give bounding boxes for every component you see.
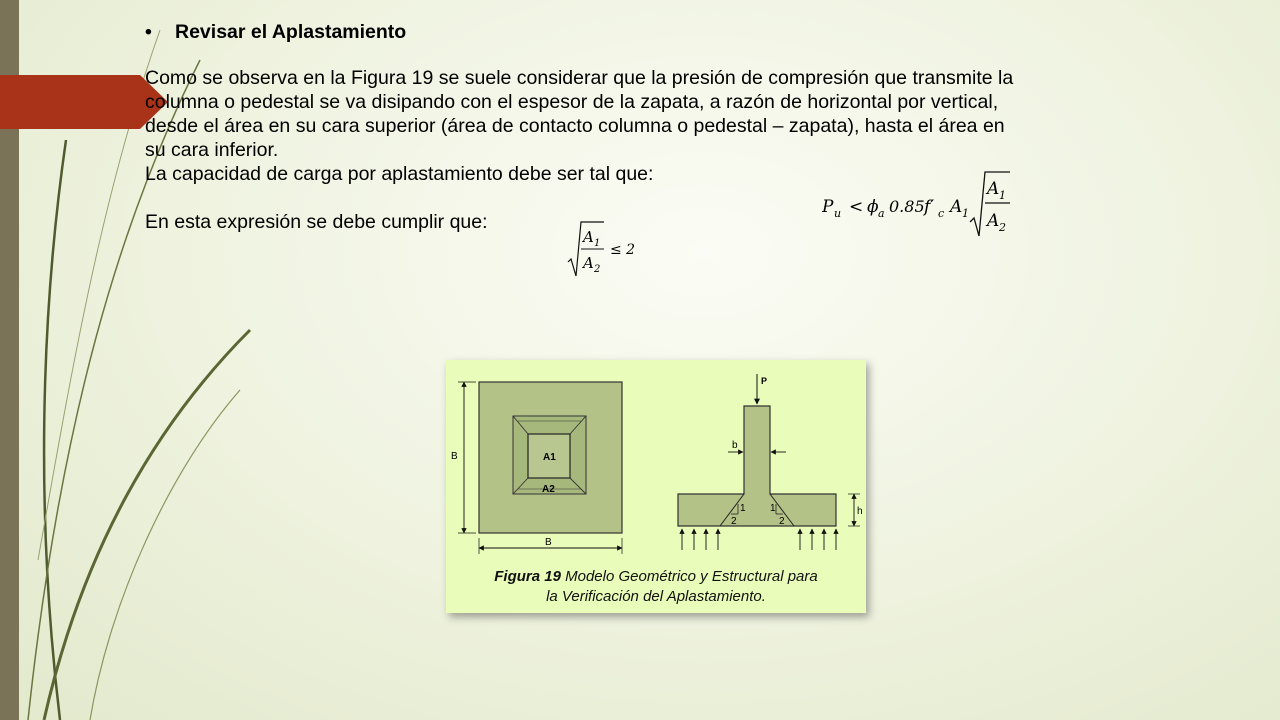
condition-num: A [583, 228, 594, 246]
label-b-horizontal: B [545, 537, 552, 548]
label-one-right: 1 [770, 503, 776, 514]
label-a2: A2 [542, 484, 555, 495]
label-two-left: 2 [731, 516, 737, 527]
figure-19 [446, 360, 866, 613]
formula-a1-sub: 1 [962, 207, 969, 220]
figure-diagram [446, 360, 866, 567]
label-a1: A1 [543, 452, 556, 463]
formula-phi: ϕ [867, 197, 879, 217]
soil-pressure-arrows [682, 529, 836, 550]
bullet-heading [145, 18, 1245, 46]
condition-line: En esta expresión se debe cumplir que: [145, 211, 488, 233]
formula-lt: < [849, 197, 864, 217]
formula-num: A [987, 179, 1000, 199]
body-paragraph [145, 66, 1245, 234]
condition-den-sub: 2 [594, 264, 601, 275]
slide-content [145, 18, 1245, 234]
label-one-left: 1 [740, 503, 746, 514]
caption-title: Modelo Geométrico y Estructural para [565, 568, 818, 585]
formula-phi-sub: a [878, 207, 885, 220]
paragraph-line: su cara inferior. [145, 139, 279, 161]
footing-elevation [678, 406, 836, 526]
blank-line [145, 186, 1245, 210]
paragraph-line: desde el área en su cara superior (área de contacto columna o pedestal – zapata), hasta el área en [145, 115, 1005, 137]
capacity-line: La capacidad de carga por aplastamiento debe ser tal que: [145, 163, 654, 185]
condition-den: A [583, 254, 594, 272]
label-p: P [761, 376, 768, 386]
paragraph-line: columna o pedestal se va disipando con el espesor de la zapata, a razón de horizontal por vertical, [145, 91, 999, 113]
heading-text: Revisar el Aplastamiento [175, 21, 407, 43]
label-h: h [857, 506, 863, 517]
bullet-dot: • [145, 21, 152, 43]
label-b-small: b [732, 440, 738, 451]
label-two-right: 2 [779, 516, 785, 527]
formula-a1: A [950, 197, 963, 217]
formula-num-sub: 1 [999, 189, 1006, 202]
condition-rel: ≤ 2 [610, 242, 636, 258]
formula-pu: P [822, 197, 834, 217]
capacity-formula [822, 170, 1012, 240]
condition-num-sub: 1 [594, 238, 601, 249]
caption-line-2: la Verificación del Aplastamiento. [546, 588, 766, 605]
formula-factor: 0.85 [889, 197, 925, 216]
formula-den-sub: 2 [999, 221, 1006, 234]
formula-fc-sub: c [938, 207, 945, 220]
slide-accent-tab [0, 75, 168, 129]
caption-figure-number: Figura 19 [494, 568, 561, 585]
formula-den: A [987, 211, 1000, 231]
formula-fc: f′ [924, 197, 935, 217]
formula-pu-sub: u [834, 207, 842, 220]
condition-formula [566, 218, 646, 280]
label-b-vertical: B [451, 451, 458, 462]
paragraph-line: Como se observa en la Figura 19 se suele considerar que la presión de compresión que transmite la [145, 67, 1014, 89]
figure-caption [446, 567, 866, 607]
